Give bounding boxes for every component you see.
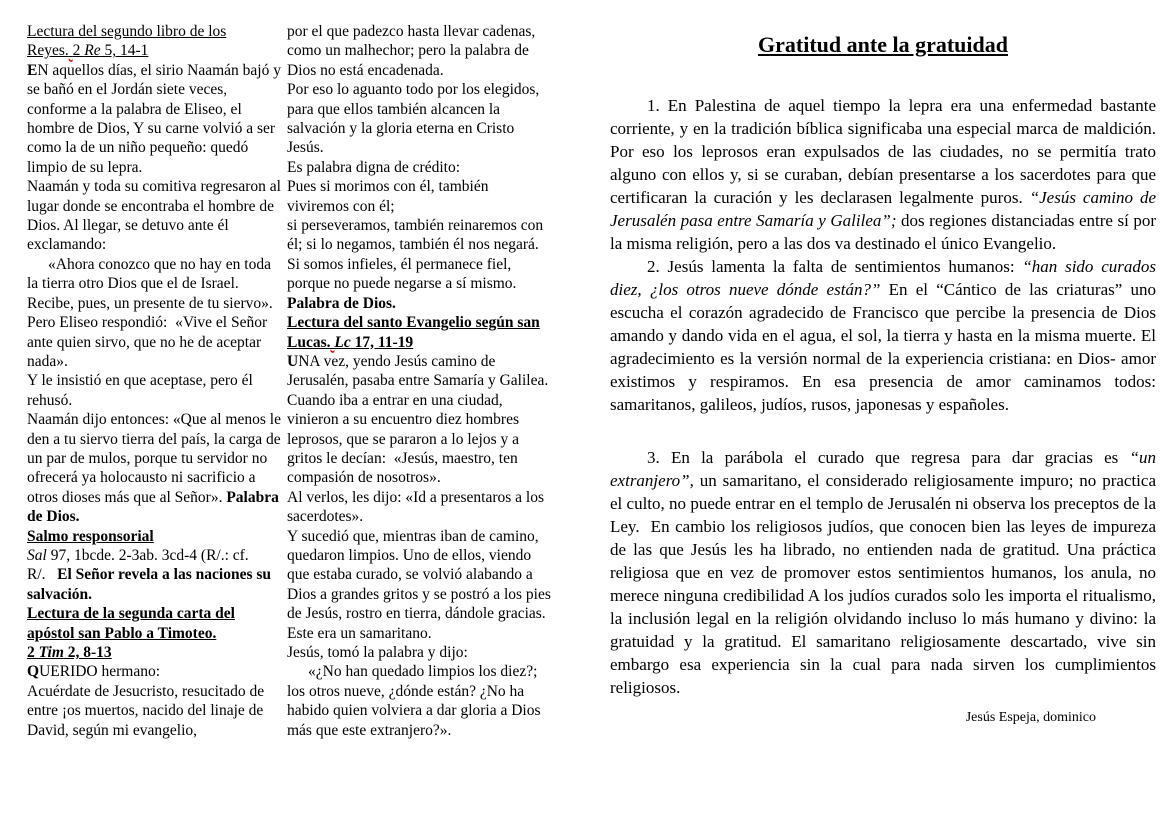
paragraph-text: NA vez, yendo Jesús camino de Jerusalén, pasaba entre Samaría y Galilea. Cuando iba a entrar en una ciudad, vinieron a su encuentro diez hombres leprosos, que se pararon a lo lejos y a gritos le decían: «Jesús, maestro, ten compasión de nosotros». — [287, 352, 549, 487]
verse-reference: 2 — [27, 644, 39, 661]
quote-paragraph: «¿No han quedado limpios los diez?; los otros nueve, ¿dónde están? ¿No ha habido quien volviera a dar gloria a Dios más que este extranjero?». — [287, 663, 541, 739]
reading-paragraph: Por eso lo aguanto todo por los elegidos, para que ellos también alcancen la salvación y la gloria eterna en Cristo Jesús. — [287, 81, 540, 157]
book-abbreviation: Sal — [27, 546, 47, 564]
homily-column — [610, 20, 1156, 727]
reading-paragraph: Si somos infieles, él permanece fiel, porque no puede negarse a sí mismo. — [287, 255, 517, 293]
verse-reference: 5, 14-1 — [100, 42, 149, 60]
left-column-2 — [287, 22, 553, 740]
label-text: Palabra de Dios. — [287, 294, 396, 312]
reading-paragraph: por el que padezco hasta llevar cadenas, como un malhechor; pero la palabra de Dios no está encadenada. — [287, 23, 536, 79]
epistle-reference — [27, 643, 283, 662]
reading-heading-kings — [27, 22, 283, 61]
verse-reference: 2, 8-13 — [63, 644, 112, 661]
book-abbreviation: Re — [84, 42, 101, 60]
scripture-quote: “un extranjero”, — [610, 448, 1156, 490]
quote-paragraph: «Ahora conozco que no hay en toda la tierra otro Dios que el de Israel. Recibe, pues, un presente de tu siervo». — [27, 255, 273, 312]
left-column-1 — [27, 22, 283, 740]
response-text: El Señor revela a las naciones su salvación. — [27, 566, 272, 603]
reading-paragraph: Naamán y toda su comitiva regresaron al lugar donde se encontraba el hombre de Dios. Al llegar, se detuvo ante él exclamando: — [27, 178, 281, 254]
reading-paragraph: Pero Eliseo respondió: «Vive el Señor ante quien sirvo, que no he de aceptar nada». — [27, 314, 268, 370]
paragraph-text: dos regiones distanciadas entre sí por la misma religión, pero a las dos va destinado el único Evangelio. — [610, 211, 1156, 253]
scripture-quote: “han sido curados diez, ¿los otros nueve dónde están?” — [610, 257, 1156, 299]
homily-title — [610, 30, 1156, 60]
scripture-quote: “Jesús camino de Jerusalén pasa entre Samaría y Galilea”; — [610, 188, 1156, 230]
reading-paragraph: Pues si morimos con él, también viviremos con él; — [287, 178, 489, 215]
gospel-heading — [287, 313, 553, 352]
psalm-response — [27, 565, 283, 604]
paragraph-text: UERIDO hermano: — [39, 663, 161, 681]
drop-initial: E — [27, 61, 38, 79]
paragraph-text: Naamán dijo entonces: «Que al menos le den a tu siervo tierra del país, la carga de un par de mulos, porque tu servidor no ofrecerá ya holocausto ni sacrificio a otros dioses más que al Señor». — [27, 411, 281, 506]
homily-paragraph-1 — [610, 94, 1156, 255]
reading-paragraph: Y le insistió en que aceptase, pero él rehusó. — [27, 372, 253, 409]
heading-text: Lectura del segundo libro de los Reyes. — [27, 23, 227, 60]
verse-reference: 17, 11-19 — [350, 333, 414, 351]
title-text: Gratitud ante la gratuidad — [758, 32, 1008, 57]
reading-paragraph: Al verlos, les dijo: «Id a presentaros a los sacerdotes». — [287, 488, 544, 526]
epistle-heading — [27, 604, 283, 643]
reading-paragraph — [287, 352, 553, 488]
reading-paragraph: Acuérdate de Jesucristo, resucitado de entre ¡os muertos, nacido del linaje de David, según mi evangelio, — [27, 682, 265, 739]
drop-initial: Q — [27, 663, 40, 681]
paragraph-text: 1. En Palestina de aquel tiempo la lepra era una enfermedad bastante corriente, y en la tradición bíblica significaba una especial marca de maldición. Por eso los leprosos eran expulsados de las ciudades, no se permitía trato alguno con ellos y, si se curaban, debían presentarse a los sacerdotes para que certificaran la curación y les declarasen legalmente puros. — [610, 96, 1156, 207]
reading-paragraph: Y sucedió que, mientras iban de camino, quedaron limpios. Uno de ellos, viendo que estaba curado, se volvió alabando a Dios a grandes gritos y se postró a los pies de Jesús, rostro en tierra, dándole gracias. — [287, 527, 551, 623]
paragraph-text: En el “Cántico de las criaturas” uno escucha el corazón agradecido de Francisco que percibe la presencia de Dios amando y dando vida en el agua, el sol, la tierra y hasta en la misma muerte. El agradecimiento es la versión normal de la experiencia cristiana: en Dios- amor existimos y respiramos. En esa presencia de amor caminamos todos: samaritanos, galileos, judíos, rusos, japonesas y españoles. — [610, 280, 1156, 414]
drop-initial: U — [287, 352, 299, 370]
heading-text: 2 — [72, 42, 85, 60]
reading-paragraph — [27, 61, 283, 177]
reading-paragraph: si perseveramos, también reinaremos con él; si lo negamos, también él nos negará. — [287, 217, 544, 254]
paragraph-text: N aquellos días, el sirio Naamán bajó y se bañó en el Jordán siete veces, conforme a la palabra de Eliseo, el hombre de Dios, Y su carne volvió a ser como la de un niño pequeño: quedó limpio de su lepra. — [27, 61, 281, 176]
paragraph-text: 2. Jesús lamenta la falta de sentimientos humanos: — [647, 257, 1023, 276]
homily-paragraph-3 — [610, 446, 1156, 699]
psalm-heading — [27, 527, 283, 546]
heading-text: Lectura del santo Evangelio según san Lucas. — [287, 314, 540, 351]
reading-paragraph — [27, 410, 283, 526]
reading-paragraph — [27, 662, 283, 681]
response-marker: R/. — [27, 566, 58, 584]
author-signature: Jesús Espeja, dominico — [965, 710, 1096, 725]
reading-paragraph: Es palabra digna de crédito: — [287, 158, 461, 176]
book-abbreviation: Lc — [334, 333, 351, 351]
psalm-reference — [27, 546, 283, 565]
word-of-god-label: Palabra de Dios. — [27, 488, 279, 526]
heading-text: Lectura de la segunda carta del apóstol san Pablo a Timoteo. — [27, 605, 235, 642]
paragraph-text: 3. En la parábola el curado que regresa para dar gracias es — [647, 448, 1130, 467]
reading-paragraph: Jesús, tomó la palabra y dijo: — [287, 644, 468, 661]
reading-paragraph: Este era un samaritano. — [287, 624, 432, 642]
paragraph-text: un samaritano, el considerado religiosamente impuro; no practica el culto, no puede entrar en el templo de Jerusalén ni observa los preceptos de la Ley. En cambio los religiosos judíos, que conocen bien las leyes de impureza de las que Jesús les ha librado, no entienden nada de gratitud. Una práctica religiosa que en vez de promover estos sentimientos humanos, los anula, no merece ninguna credibilidad A los judíos curados solo les importa el ritualismo, la inclusión legal en la religión olvidando incluso lo más humano y divino: la gratuidad y la gratitud. El samaritano religiosamente descartado, vive sin embargo esa experiencia sin la cual para nada sirven los cumplimientos religiosos. — [610, 471, 1156, 697]
book-abbreviation: Tim — [38, 644, 64, 661]
verse-reference: 97, 1bcde. 2-3ab. 3cd-4 (R/.: cf. — [46, 546, 249, 564]
heading-text: Salmo responsorial — [27, 527, 154, 545]
homily-paragraph-2 — [610, 255, 1156, 416]
word-of-god-label — [287, 294, 553, 313]
